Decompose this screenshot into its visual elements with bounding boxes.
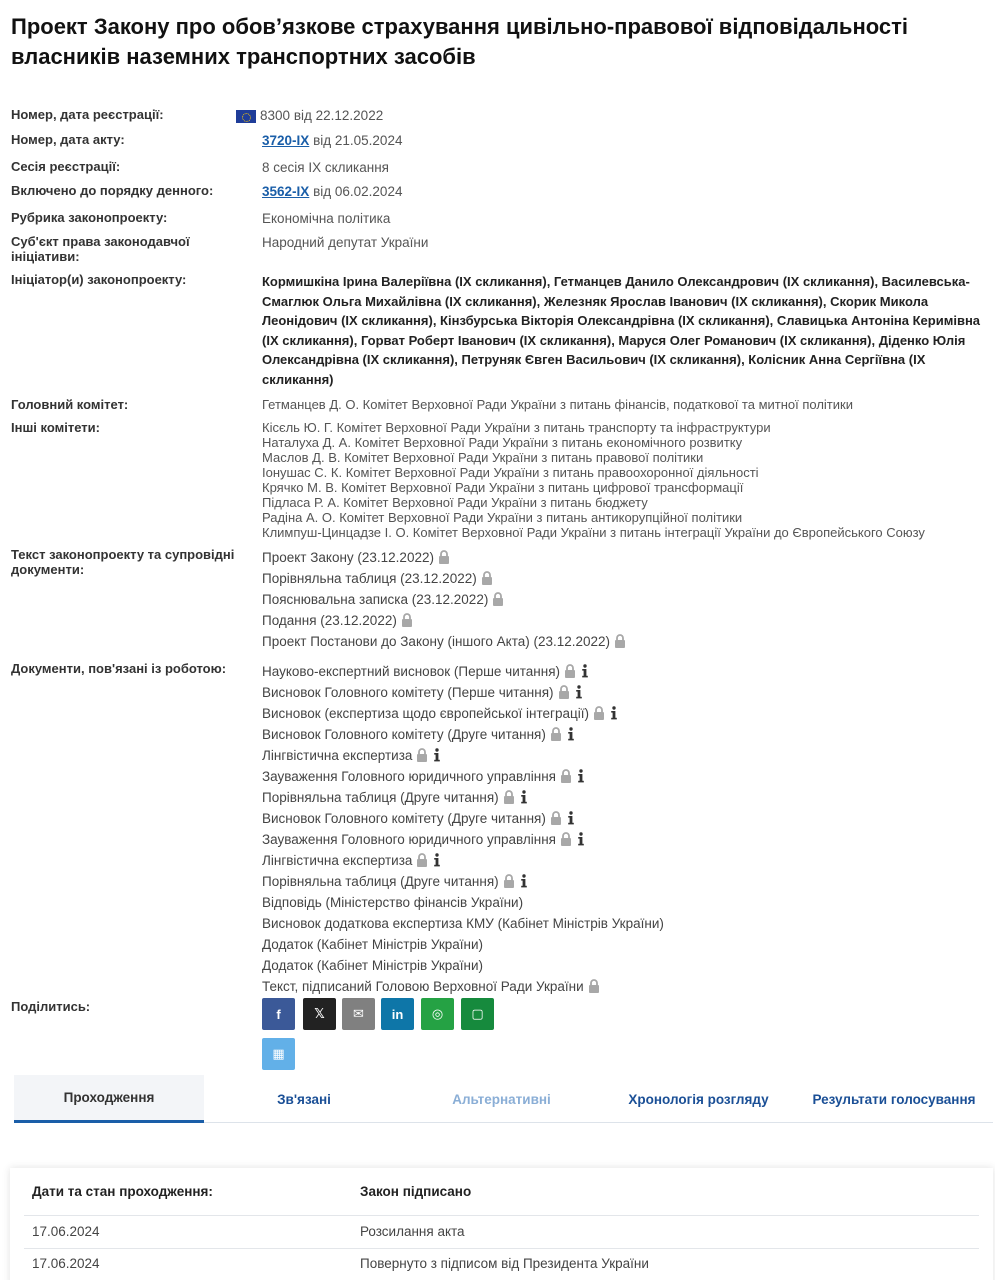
info-icon[interactable] <box>567 726 575 740</box>
related-document-item[interactable]: Відповідь (Міністерство фінансів України) <box>262 895 524 910</box>
related-document-item[interactable]: Висновок Головного комітету (Друге читання) <box>262 808 982 829</box>
lock-icon <box>492 591 504 605</box>
lock-icon <box>558 684 570 698</box>
related-document-item[interactable]: Додаток (Кабінет Міністрів України) <box>262 937 484 952</box>
x-icon: 𝕏 <box>314 1006 325 1021</box>
field-label: Номер, дата акту: <box>11 132 125 147</box>
committee-item: Радіна А. О. Комітет Верховної Ради України з питань антикорупційної політики <box>262 510 743 525</box>
text-document-item[interactable]: Порівняльна таблиця (23.12.2022) <box>262 568 982 589</box>
field-act: Номер, дата акту: 3720-IX від 21.05.2024 <box>11 132 403 148</box>
tabs-bar <box>14 1075 993 1123</box>
field-registration: Номер, дата реєстрації: 8300 від 22.12.2022 <box>11 107 384 123</box>
field-subject <box>11 234 986 266</box>
committee-item: Маслов Д. В. Комітет Верховної Ради України з питань правової політики <box>262 450 704 465</box>
related-document-item[interactable]: Текст, підписаний Головою Верховної Ради України <box>262 976 982 997</box>
committee-item: Підласа Р. А. Комітет Верховної Ради України з питань бюджету <box>262 495 648 510</box>
lock-icon <box>560 768 572 782</box>
field-session <box>11 159 986 177</box>
share-facebook-button[interactable] <box>262 998 295 1030</box>
text-document-item[interactable]: Проект Постанови до Закону (іншого Акта) (23.12.2022) <box>262 631 982 652</box>
header-date: Дати та стан проходження: <box>32 1184 213 1199</box>
lock-icon <box>438 549 450 563</box>
tab-0[interactable]: Проходження <box>14 1075 204 1123</box>
related-document-item[interactable]: Лінгвістична експертиза <box>262 745 982 766</box>
tab-1[interactable]: Зв'язані <box>277 1091 331 1107</box>
tab-4[interactable]: Результати голосування <box>812 1091 976 1107</box>
lock-icon <box>550 726 562 740</box>
progress-panel: Дати та стан проходження: Закон підписано 17.06.2024 Розсилання акта 17.06.2024 Повернуто з підписом від Президента України <box>10 1168 993 1280</box>
lock-icon <box>593 705 605 719</box>
committee-item: Климпуш-Цинцадзе І. О. Комітет Верховної Ради України з питань інтеграції України до Європейського Союзу <box>262 525 925 540</box>
linkedin-icon: in <box>391 1006 404 1022</box>
share-whatsapp-button[interactable] <box>421 998 454 1030</box>
info-icon[interactable] <box>520 789 528 803</box>
field-label: Головний комітет: <box>11 397 129 412</box>
text-document-item[interactable]: Пояснювальна записка (23.12.2022) <box>262 589 982 610</box>
info-icon[interactable] <box>433 852 441 866</box>
field-label: Поділитись: <box>11 999 91 1014</box>
email-icon: ✉ <box>353 1006 364 1021</box>
field-label: Суб'єкт права законодавчої ініціативи: <box>11 234 190 264</box>
qr-icon: ▦ <box>272 1046 285 1061</box>
text-document-item[interactable]: Проект Закону (23.12.2022) <box>262 547 982 568</box>
related-document-item[interactable]: Висновок (експертиза щодо європейської інтеграції) <box>262 703 982 724</box>
info-icon[interactable] <box>433 747 441 761</box>
field-other-committees <box>11 420 986 540</box>
main-committee-value: Гетманцев Д. О. Комітет Верховної Ради України з питань фінансів, податкової та митної політики <box>262 397 853 412</box>
field-docs <box>11 661 986 994</box>
lock-icon <box>481 570 493 584</box>
lock-icon <box>614 633 626 647</box>
divider <box>24 1248 979 1249</box>
related-document-item[interactable]: Порівняльна таблиця (Друге читання) <box>262 871 982 892</box>
committee-item: Кісєль Ю. Г. Комітет Верховної Ради України з питань транспорту та інфраструктури <box>262 420 771 435</box>
related-document-item[interactable]: Висновок додаткова експертиза КМУ (Кабінет Міністрів України) <box>262 916 664 931</box>
committee-item: Наталуха Д. А. Комітет Верховної Ради України з питань економічного розвитку <box>262 435 743 450</box>
related-document-item[interactable]: Висновок Головного комітету (Друге читання) <box>262 724 982 745</box>
related-document-item[interactable]: Порівняльна таблиця (Друге читання) <box>262 787 982 808</box>
field-label: Рубрика законопроекту: <box>11 210 168 225</box>
field-label: Сесія реєстрації: <box>11 159 121 174</box>
facebook-icon: f <box>276 1006 281 1022</box>
agenda-date: 06.02.2024 <box>334 184 403 199</box>
subject-value: Народний депутат України <box>262 235 429 250</box>
share-x-button[interactable] <box>303 998 336 1030</box>
act-date: 21.05.2024 <box>334 133 403 148</box>
field-label: Включено до порядку денного: <box>11 183 214 198</box>
lock-icon <box>560 831 572 845</box>
tab-2: Альтернативні <box>452 1091 551 1107</box>
share-qr-button[interactable] <box>262 1038 295 1070</box>
field-label: Документи, пов'язані із роботою: <box>11 661 227 676</box>
committee-item: Крячко М. В. Комітет Верховної Ради України з питань цифрової трансформації <box>262 480 744 495</box>
committee-item: Іонушас С. К. Комітет Верховної Ради України з питань правоохоронної діяльності <box>262 465 759 480</box>
related-document-item[interactable]: Зауваження Головного юридичного управління <box>262 766 982 787</box>
field-label: Інші комітети: <box>11 420 100 435</box>
field-label: Текст законопроекту та супровідні документи: <box>11 547 235 577</box>
reg-number: 8300 <box>260 108 291 123</box>
related-document-item[interactable]: Додаток (Кабінет Міністрів України) <box>262 958 484 973</box>
reg-date: 22.12.2022 <box>315 108 384 123</box>
related-document-item[interactable]: Висновок Головного комітету (Перше читання) <box>262 682 982 703</box>
whatsapp-icon: ◎ <box>431 1006 444 1021</box>
share-email-button[interactable] <box>342 998 375 1030</box>
field-label: Номер, дата реєстрації: <box>11 107 164 122</box>
field-texts <box>11 547 986 657</box>
divider <box>24 1215 979 1216</box>
lock-icon <box>401 612 413 626</box>
message-icon: ▢ <box>471 1006 484 1021</box>
tab-3[interactable]: Хронологія розгляду <box>628 1091 769 1107</box>
lock-icon <box>416 852 428 866</box>
info-icon[interactable] <box>575 684 583 698</box>
field-initiators <box>11 272 986 390</box>
field-main-committee <box>11 397 986 415</box>
related-document-item[interactable]: Лінгвістична експертиза <box>262 850 982 871</box>
info-icon[interactable] <box>577 831 585 845</box>
info-icon[interactable] <box>610 705 618 719</box>
lock-icon <box>503 873 515 887</box>
agenda-number-link[interactable]: 3562-IX <box>262 184 310 199</box>
info-icon[interactable] <box>577 768 585 782</box>
initiators-value: Кормишкіна Ірина Валеріївна (IX скликання), Гетманцев Данило Олександрович (IX скликання), Василевська-Смаглюк Ольга Михайлівна (IX скликання), Железняк Ярослав Іванович (IX скликання), Скорик Микола Леонідович (IX скликання), Кінзбурська Вікторія Олександрівна (IX скликання), Славицька Антоніна Керимівна (IX скликання), Горват Роберт Іванович (IX скликання), Маруся Олег Романович (IX скликання), Діденко Юлія Олександрівна (IX скликання), Петруняк Євген Васильович (IX скликання), Колісник Анна Сергіївна (IX скликання) <box>262 274 981 387</box>
docs-list <box>262 661 982 997</box>
related-document-item[interactable]: Зауваження Головного юридичного управління <box>262 829 982 850</box>
lock-icon <box>564 663 576 677</box>
info-icon[interactable] <box>581 663 589 677</box>
share-message-button[interactable] <box>461 998 494 1030</box>
related-document-item[interactable]: Науково-експертний висновок (Перше читання) <box>262 661 982 682</box>
other-committees-list <box>262 420 982 540</box>
field-agenda: Включено до порядку денного: 3562-IX від 06.02.2024 <box>11 183 403 199</box>
lock-icon <box>503 789 515 803</box>
field-share <box>11 999 986 1017</box>
share-linkedin-button[interactable] <box>381 998 414 1030</box>
rubric-value: Економічна політика <box>262 211 391 226</box>
lock-icon <box>416 747 428 761</box>
info-icon[interactable] <box>520 873 528 887</box>
page-title: Проект Закону про обов’язкове страхування цивільно-правової відповідальності власників наземних транспортних засобів <box>11 14 909 69</box>
lock-icon <box>550 810 562 824</box>
lock-icon <box>588 978 600 992</box>
session-value: 8 сесія IX скликання <box>262 160 389 175</box>
act-number-link[interactable]: 3720-IX <box>262 133 310 148</box>
field-rubric <box>11 210 986 228</box>
texts-list <box>262 547 982 652</box>
info-icon[interactable] <box>567 810 575 824</box>
text-document-item[interactable]: Подання (23.12.2022) <box>262 610 982 631</box>
header-status: Закон підписано <box>360 1184 472 1199</box>
field-label: Ініціатор(и) законопроекту: <box>11 272 187 287</box>
eu-flag-icon <box>236 110 256 123</box>
